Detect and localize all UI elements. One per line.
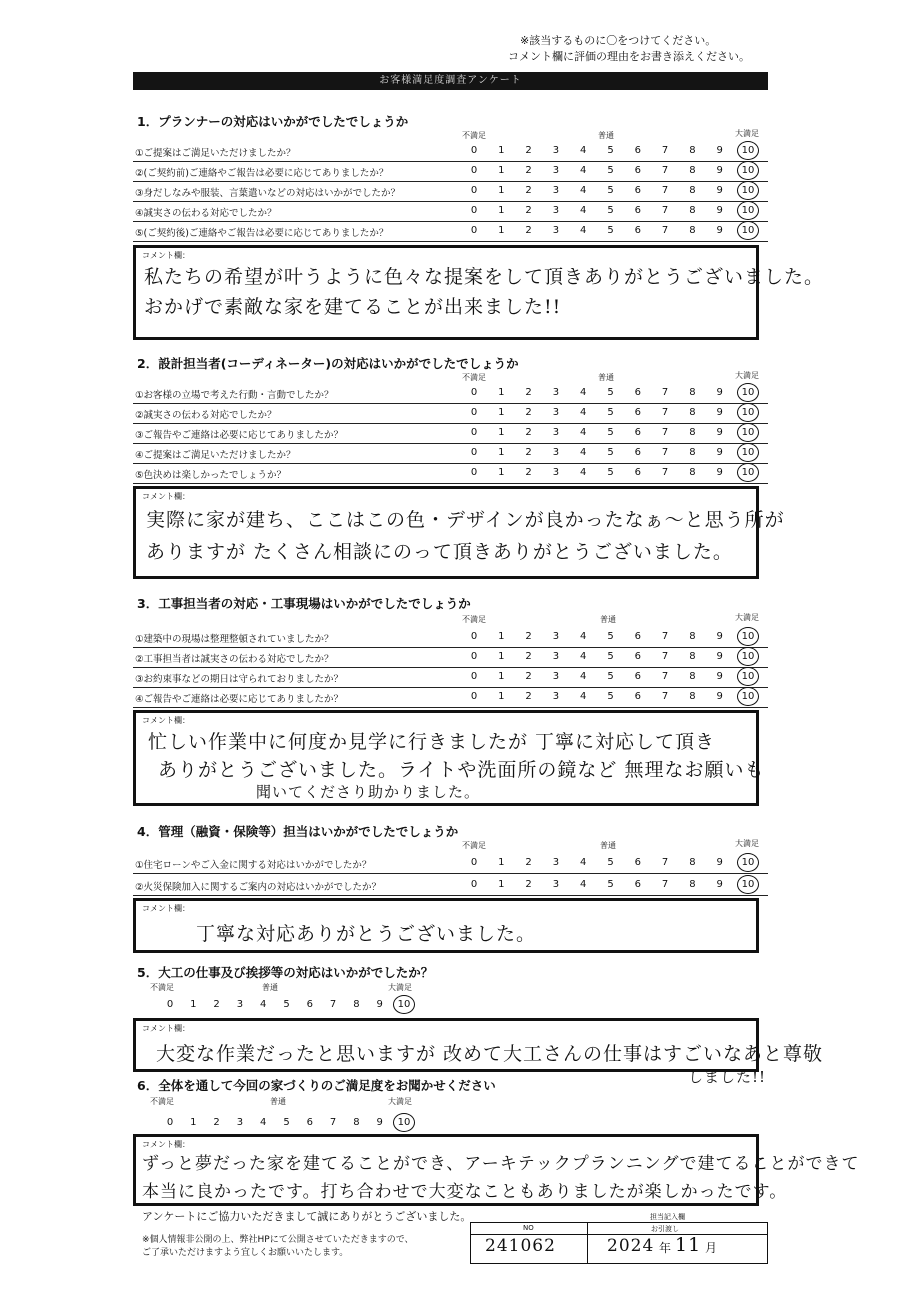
question-text: ③お約束事などの期日は守られておりましたか？: [135, 674, 344, 685]
rating-option-0[interactable]: 0: [470, 145, 478, 156]
rating-option-6[interactable]: 6: [634, 671, 641, 682]
rating-option-2[interactable]: 2: [525, 467, 532, 478]
rating-option-3[interactable]: 3: [552, 879, 560, 890]
rating-option-1[interactable]: 1: [190, 1117, 197, 1128]
handwritten-comment-line: 本当に良かったです。打ち合わせで大変なこともありましたが楽しかったです。: [142, 1182, 788, 1202]
rating-option-0[interactable]: 0: [470, 165, 478, 176]
rating-option-8[interactable]: 8: [689, 691, 696, 702]
rating-option-2[interactable]: 2: [525, 427, 532, 438]
rating-option-2[interactable]: 2: [525, 857, 532, 868]
scale-mid-label: 普通: [598, 131, 614, 140]
scale-high-label: 大満足: [735, 129, 759, 138]
rating-option-0[interactable]: 0: [166, 1117, 174, 1128]
rating-option-6[interactable]: 6: [634, 467, 641, 478]
handwritten-comment-line: 私たちの希望が叶うように色々な提案をして頂きありがとうございました。: [144, 266, 825, 288]
rating-option-4[interactable]: 4: [580, 165, 587, 176]
rating-option-4[interactable]: 4: [580, 145, 587, 156]
rating-option-9[interactable]: 9: [716, 631, 723, 642]
rating-option-5[interactable]: 5: [607, 447, 614, 458]
rating-option-9[interactable]: 9: [716, 165, 723, 176]
rating-option-9[interactable]: 9: [716, 145, 723, 156]
rating-option-8[interactable]: 8: [689, 145, 696, 156]
rating-option-8[interactable]: 8: [689, 467, 696, 478]
handwritten-comment-line: ずっと夢だった家を建てることができ、アーキテックプランニングで建てることができて: [142, 1154, 860, 1174]
rating-option-8[interactable]: 8: [689, 205, 696, 216]
rating-option-2[interactable]: 2: [525, 225, 532, 236]
rating-option-1[interactable]: 1: [498, 447, 505, 458]
rating-option-6[interactable]: 6: [634, 145, 641, 156]
rating-option-9[interactable]: 9: [716, 879, 723, 890]
comment-label: コメント欄：: [142, 1024, 190, 1033]
rating-option-0[interactable]: 0: [470, 225, 478, 236]
handover-month: 11: [675, 1234, 702, 1256]
scale-low-label: 不満足: [150, 983, 174, 992]
comment-label: コメント欄：: [142, 1140, 190, 1149]
rating-option-6[interactable]: 6: [634, 165, 641, 176]
scale-mid-label: 普通: [270, 1097, 286, 1106]
rating-option-0[interactable]: 0: [470, 857, 478, 868]
scale-mid-label: 普通: [598, 373, 614, 382]
rating-option-0[interactable]: 0: [470, 631, 478, 642]
rating-option-1[interactable]: 1: [498, 165, 505, 176]
rating-option-1[interactable]: 1: [498, 691, 505, 702]
rating-option-0[interactable]: 0: [470, 879, 478, 890]
thanks-message: アンケートにご協力いただきまして誠にありがとうございました。: [142, 1210, 472, 1223]
rating-option-8[interactable]: 8: [689, 185, 696, 196]
rating-option-8[interactable]: 8: [689, 631, 696, 642]
scale-high-label: 大満足: [735, 839, 759, 848]
question-row: [133, 182, 768, 202]
question-row: [133, 464, 768, 484]
rating-option-7[interactable]: 7: [661, 407, 669, 418]
rating-option-10[interactable]: 10: [737, 141, 759, 160]
rating-option-5[interactable]: 5: [607, 879, 614, 890]
month-unit: 月: [705, 1241, 718, 1255]
rating-option-6[interactable]: 6: [634, 205, 641, 216]
rating-option-8[interactable]: 8: [689, 387, 696, 398]
comment-box[interactable]: [133, 898, 759, 953]
instruction-note-2: コメント欄に評価の理由をお書き添えください。: [508, 50, 750, 63]
question-row: [133, 424, 768, 444]
question-text: ④ご提案はご満足いただけましたか？: [135, 450, 296, 461]
rating-option-1[interactable]: 1: [498, 225, 505, 236]
rating-option-4[interactable]: 4: [580, 857, 587, 868]
rating-option-8[interactable]: 8: [689, 407, 696, 418]
rating-option-0[interactable]: 0: [470, 671, 478, 682]
rating-option-2[interactable]: 2: [213, 1117, 220, 1128]
rating-option-7[interactable]: 7: [329, 999, 337, 1010]
scale-low-label: 不満足: [462, 131, 486, 140]
rating-option-4[interactable]: 4: [580, 185, 587, 196]
rating-option-2[interactable]: 2: [525, 651, 532, 662]
question-row: [133, 142, 768, 162]
rating-option-5[interactable]: 5: [607, 165, 614, 176]
rating-option-5[interactable]: 5: [283, 999, 290, 1010]
rating-option-0[interactable]: 0: [470, 387, 478, 398]
question-row: [133, 222, 768, 242]
rating-option-9[interactable]: 9: [716, 467, 723, 478]
rating-option-6[interactable]: 6: [634, 691, 641, 702]
handwritten-comment-line: 実際に家が建ち、ここはこの色・デザインが良かったなぁ～と思う所が: [146, 509, 785, 531]
rating-option-6[interactable]: 6: [634, 651, 641, 662]
survey-number: 241062: [485, 1236, 556, 1256]
rating-option-4[interactable]: 4: [580, 387, 587, 398]
rating-option-3[interactable]: 3: [552, 467, 560, 478]
rating-option-1[interactable]: 1: [498, 467, 505, 478]
question-row: [133, 854, 768, 874]
rating-option-0[interactable]: 0: [470, 651, 478, 662]
question-row: [133, 876, 768, 896]
section-6-title: 6．全体を通して今回の家づくりのご満足度をお聞かせください: [137, 1078, 496, 1093]
question-row: [133, 162, 768, 182]
comment-box[interactable]: [133, 710, 765, 806]
question-text: ①住宅ローンやご入金に関する対応はいかがでしたか？: [135, 860, 372, 871]
comment-label: コメント欄：: [142, 904, 190, 913]
rating-option-6[interactable]: 6: [634, 225, 641, 236]
rating-option-9[interactable]: 9: [716, 427, 723, 438]
rating-option-5[interactable]: 5: [607, 407, 614, 418]
rating-option-8[interactable]: 8: [689, 447, 696, 458]
rating-option-1[interactable]: 1: [190, 999, 197, 1010]
rating-option-3[interactable]: 3: [552, 145, 560, 156]
rating-option-4[interactable]: 4: [580, 467, 587, 478]
rating-option-5[interactable]: 5: [607, 691, 614, 702]
rating-option-2[interactable]: 2: [525, 407, 532, 418]
rating-option-5[interactable]: 5: [607, 467, 614, 478]
rating-option-4[interactable]: 4: [580, 671, 587, 682]
rating-option-6[interactable]: 6: [306, 999, 313, 1010]
rating-option-10[interactable]: 10: [737, 423, 759, 442]
rating-option-2[interactable]: 2: [525, 185, 532, 196]
scale-high-label: 大満足: [735, 613, 759, 622]
rating-option-10[interactable]: 10: [737, 667, 759, 686]
rating-option-9[interactable]: 9: [716, 225, 723, 236]
rating-option-9[interactable]: 9: [376, 1117, 383, 1128]
rating-option-5[interactable]: 5: [607, 651, 614, 662]
year-unit: 年: [659, 1241, 672, 1255]
rating-option-5[interactable]: 5: [607, 145, 614, 156]
rating-option-4[interactable]: 4: [580, 691, 587, 702]
rating-option-6[interactable]: 6: [634, 447, 641, 458]
comment-box[interactable]: [133, 1018, 824, 1072]
handwritten-comment-line: おかげで素敵な家を建てることが出来ました!!: [144, 296, 562, 318]
section-1-title: 1．プランナーの対応はいかがでしたでしょうか: [137, 114, 409, 129]
rating-option-0[interactable]: 0: [470, 205, 478, 216]
rating-option-6[interactable]: 6: [634, 427, 641, 438]
rating-option-10[interactable]: 10: [393, 1113, 415, 1132]
rating-option-5[interactable]: 5: [607, 857, 614, 868]
rating-option-6[interactable]: 6: [634, 387, 641, 398]
rating-option-10[interactable]: 10: [737, 647, 759, 666]
question-row: [133, 404, 768, 424]
handwritten-comment-line: 大変な作業だったと思いますが 改めて大工さんの仕事はすごいなあと尊敬: [156, 1043, 824, 1065]
rating-option-0[interactable]: 0: [470, 447, 478, 458]
rating-option-0[interactable]: 0: [166, 999, 174, 1010]
rating-option-9[interactable]: 9: [716, 447, 723, 458]
rating-option-7[interactable]: 7: [661, 857, 669, 868]
comment-box[interactable]: [133, 486, 785, 579]
question-text: ②工事担当者は誠実さの伝わる対応でしたか？: [135, 654, 334, 665]
rating-option-1[interactable]: 1: [498, 631, 505, 642]
rating-option-5[interactable]: 5: [607, 631, 614, 642]
rating-option-10[interactable]: 10: [737, 221, 759, 240]
rating-option-10[interactable]: 10: [737, 161, 759, 180]
handover-label: お引渡し: [651, 1225, 679, 1233]
question-text: ⑤(ご契約後)ご連絡やご報告は必要に応じてありましたか？: [135, 228, 389, 239]
rating-option-10[interactable]: 10: [737, 853, 759, 872]
rating-option-7[interactable]: 7: [661, 427, 669, 438]
comment-box[interactable]: [133, 1134, 860, 1206]
rating-option-8[interactable]: 8: [353, 1117, 360, 1128]
rating-option-3[interactable]: 3: [552, 185, 560, 196]
question-text: ①お客様の立場で考えた行動・言動でしたか？: [135, 390, 334, 401]
rating-option-2[interactable]: 2: [525, 145, 532, 156]
rating-option-8[interactable]: 8: [689, 879, 696, 890]
section-2-title: 2．設計担当者(コーディネーター)の対応はいかがでしたでしょうか: [137, 356, 519, 371]
rating-option-4[interactable]: 4: [580, 879, 587, 890]
rating-option-7[interactable]: 7: [661, 691, 669, 702]
rating-option-10[interactable]: 10: [737, 403, 759, 422]
survey-title-bar: お客様満足度調査アンケート: [133, 72, 768, 90]
rating-option-9[interactable]: 9: [716, 651, 723, 662]
rating-option-5[interactable]: 5: [607, 225, 614, 236]
rating-option-3[interactable]: 3: [552, 631, 560, 642]
rating-option-1[interactable]: 1: [498, 407, 505, 418]
rating-option-1[interactable]: 1: [498, 205, 505, 216]
handwritten-comment-line: 忙しい作業中に何度か見学に行きましたが 丁寧に対応して頂き: [148, 731, 716, 753]
question-text: ②誠実さの伝わる対応でしたか？: [135, 410, 277, 421]
rating-option-9[interactable]: 9: [716, 185, 723, 196]
instruction-note-1: ※該当するものに〇をつけてください。: [520, 34, 717, 47]
section-4-title: 4．管理（融資・保険等）担当はいかがでしたでしょうか: [137, 824, 459, 839]
rating-option-10[interactable]: 10: [737, 875, 759, 894]
rating-option-0[interactable]: 0: [470, 691, 478, 702]
privacy-note-2: ご了承いただけますよう宜しくお願いいたします。: [142, 1248, 349, 1258]
rating-option-10[interactable]: 10: [737, 181, 759, 200]
rating-option-2[interactable]: 2: [525, 691, 532, 702]
rating-option-9[interactable]: 9: [716, 205, 723, 216]
rating-option-10[interactable]: 10: [737, 443, 759, 462]
rating-option-7[interactable]: 7: [661, 467, 669, 478]
question-text: ③ご報告やご連絡は必要に応じてありましたか？: [135, 430, 344, 441]
no-label: NO: [523, 1224, 534, 1232]
rating-option-4[interactable]: 4: [580, 427, 587, 438]
rating-option-6[interactable]: 6: [634, 407, 641, 418]
rating-option-9[interactable]: 9: [716, 857, 723, 868]
rating-option-9[interactable]: 9: [716, 387, 723, 398]
rating-option-7[interactable]: 7: [661, 447, 669, 458]
rating-option-1[interactable]: 1: [498, 387, 505, 398]
rating-option-10[interactable]: 10: [737, 201, 759, 220]
rating-option-2[interactable]: 2: [525, 631, 532, 642]
question-text: ①ご提案はご満足いただけましたか？: [135, 148, 296, 159]
scale-high-label: 大満足: [388, 1097, 412, 1106]
rating-option-4[interactable]: 4: [580, 447, 587, 458]
rating-option-2[interactable]: 2: [525, 447, 532, 458]
rating-option-4[interactable]: 4: [580, 205, 587, 216]
question-text: ⑤色決めは楽しかったでしょうか？: [135, 470, 287, 481]
rating-option-6[interactable]: 6: [634, 185, 641, 196]
rating-option-3[interactable]: 3: [552, 651, 560, 662]
question-row: [133, 202, 768, 222]
question-text: ②火災保険加入に関するご案内の対応はいかがでしたか？: [135, 882, 382, 893]
rating-option-3[interactable]: 3: [552, 691, 560, 702]
rating-option-1[interactable]: 1: [498, 427, 505, 438]
question-row: [133, 648, 768, 668]
rating-option-3[interactable]: 3: [552, 407, 560, 418]
handover-year: 2024: [607, 1236, 655, 1256]
scale-low-label: 不満足: [462, 373, 486, 382]
comment-label: コメント欄：: [142, 716, 190, 725]
scale-low-label: 不満足: [150, 1097, 174, 1106]
rating-option-3[interactable]: 3: [552, 225, 560, 236]
scale-mid-label: 普通: [262, 983, 278, 992]
comment-label: コメント欄：: [142, 492, 190, 501]
rating-option-7[interactable]: 7: [661, 145, 669, 156]
rating-option-9[interactable]: 9: [716, 691, 723, 702]
scale-low-label: 不満足: [462, 841, 486, 850]
rating-option-1[interactable]: 1: [498, 879, 505, 890]
rating-option-10[interactable]: 10: [393, 995, 415, 1014]
question-row: [133, 384, 768, 404]
rating-option-6[interactable]: 6: [634, 857, 641, 868]
rating-option-8[interactable]: 8: [689, 857, 696, 868]
rating-option-4[interactable]: 4: [580, 631, 587, 642]
rating-option-3[interactable]: 3: [552, 165, 560, 176]
staff-fill-label: 担当記入欄: [650, 1213, 685, 1221]
rating-option-5[interactable]: 5: [607, 205, 614, 216]
rating-option-5[interactable]: 5: [607, 387, 614, 398]
rating-option-3[interactable]: 3: [552, 857, 560, 868]
handwritten-comment-line: しました!!: [688, 1068, 767, 1086]
rating-option-7[interactable]: 7: [329, 1117, 337, 1128]
rating-option-4[interactable]: 4: [260, 999, 267, 1010]
privacy-note-1: ※個人情報非公開の上、弊社HPにて公開させていただきますので、: [142, 1235, 414, 1245]
rating-option-3[interactable]: 3: [552, 671, 560, 682]
rating-option-5[interactable]: 5: [607, 427, 614, 438]
rating-option-9[interactable]: 9: [716, 671, 723, 682]
rating-option-7[interactable]: 7: [661, 879, 669, 890]
scale-high-label: 大満足: [388, 983, 412, 992]
comment-box[interactable]: [133, 245, 825, 340]
rating-option-3[interactable]: 3: [552, 205, 560, 216]
rating-option-0[interactable]: 0: [470, 427, 478, 438]
handwritten-comment-line: 聞いてくださり助かりました。: [256, 783, 481, 801]
rating-option-2[interactable]: 2: [525, 879, 532, 890]
question-row: [133, 668, 768, 688]
rating-option-7[interactable]: 7: [661, 185, 669, 196]
section-3-title: 3．工事担当者の対応・工事現場はいかがでしたでしょうか: [137, 596, 471, 611]
comment-label: コメント欄：: [142, 251, 190, 260]
rating-option-2[interactable]: 2: [525, 205, 532, 216]
question-row: [133, 688, 768, 708]
rating-option-10[interactable]: 10: [737, 687, 759, 706]
rating-option-10[interactable]: 10: [737, 463, 759, 482]
question-text: ①建築中の現場は整理整頓されていましたか？: [135, 634, 334, 645]
rating-option-8[interactable]: 8: [689, 427, 696, 438]
handwritten-comment-line: ありますが たくさん相談にのって頂きありがとうございました。: [146, 541, 733, 563]
question-row: [133, 628, 768, 648]
question-text: ④ご報告やご連絡は必要に応じてありましたか？: [135, 694, 344, 705]
question-text: ②(ご契約前)ご連絡やご報告は必要に応じてありましたか？: [135, 168, 389, 179]
rating-option-7[interactable]: 7: [661, 671, 669, 682]
rating-option-1[interactable]: 1: [498, 671, 505, 682]
scale-high-label: 大満足: [735, 371, 759, 380]
rating-option-10[interactable]: 10: [737, 383, 759, 402]
rating-option-8[interactable]: 8: [689, 225, 696, 236]
rating-option-1[interactable]: 1: [498, 145, 505, 156]
section-5-title: 5．大工の仕事及び挨拶等の対応はいかがでしたか？: [137, 965, 434, 980]
rating-option-1[interactable]: 1: [498, 857, 505, 868]
rating-option-7[interactable]: 7: [661, 387, 669, 398]
rating-option-7[interactable]: 7: [661, 205, 669, 216]
rating-option-1[interactable]: 1: [498, 651, 505, 662]
rating-option-2[interactable]: 2: [525, 165, 532, 176]
rating-option-4[interactable]: 4: [580, 651, 587, 662]
rating-option-0[interactable]: 0: [470, 407, 478, 418]
rating-option-7[interactable]: 7: [661, 651, 669, 662]
rating-option-0[interactable]: 0: [470, 185, 478, 196]
rating-option-3[interactable]: 3: [552, 447, 560, 458]
rating-option-8[interactable]: 8: [689, 671, 696, 682]
rating-option-5[interactable]: 5: [607, 671, 614, 682]
rating-option-9[interactable]: 9: [716, 407, 723, 418]
rating-option-3[interactable]: 3: [552, 387, 560, 398]
rating-option-3[interactable]: 3: [236, 1117, 244, 1128]
rating-option-4[interactable]: 4: [580, 225, 587, 236]
rating-option-4[interactable]: 4: [260, 1117, 267, 1128]
rating-option-8[interactable]: 8: [689, 651, 696, 662]
rating-option-8[interactable]: 8: [689, 165, 696, 176]
rating-option-2[interactable]: 2: [525, 387, 532, 398]
rating-option-7[interactable]: 7: [661, 225, 669, 236]
handwritten-comment-line: ありがとうございました。ライトや洗面所の鏡など 無理なお願いも: [158, 759, 765, 781]
rating-option-6[interactable]: 6: [634, 631, 641, 642]
question-text: ③身だしなみや服装、言葉遣いなどの対応はいかがでしたか？: [135, 188, 401, 199]
rating-option-6[interactable]: 6: [306, 1117, 313, 1128]
scale-mid-label: 普通: [600, 615, 616, 624]
rating-option-6[interactable]: 6: [634, 879, 641, 890]
scale-mid-label: 普通: [600, 841, 616, 850]
rating-option-1[interactable]: 1: [498, 185, 505, 196]
question-row: [133, 444, 768, 464]
rating-option-0[interactable]: 0: [470, 467, 478, 478]
handwritten-comment-line: 丁寧な対応ありがとうございました。: [196, 923, 537, 945]
staff-fill-box: [470, 1222, 768, 1264]
rating-option-4[interactable]: 4: [580, 407, 587, 418]
rating-option-2[interactable]: 2: [525, 671, 532, 682]
rating-option-9[interactable]: 9: [376, 999, 383, 1010]
rating-option-10[interactable]: 10: [737, 627, 759, 646]
rating-option-3[interactable]: 3: [552, 427, 560, 438]
rating-option-8[interactable]: 8: [353, 999, 360, 1010]
rating-option-5[interactable]: 5: [283, 1117, 290, 1128]
rating-option-5[interactable]: 5: [607, 185, 614, 196]
scale-low-label: 不満足: [462, 615, 486, 624]
rating-option-7[interactable]: 7: [661, 631, 669, 642]
question-text: ④誠実さの伝わる対応でしたか？: [135, 208, 277, 219]
rating-option-3[interactable]: 3: [236, 999, 244, 1010]
rating-option-2[interactable]: 2: [213, 999, 220, 1010]
rating-option-7[interactable]: 7: [661, 165, 669, 176]
